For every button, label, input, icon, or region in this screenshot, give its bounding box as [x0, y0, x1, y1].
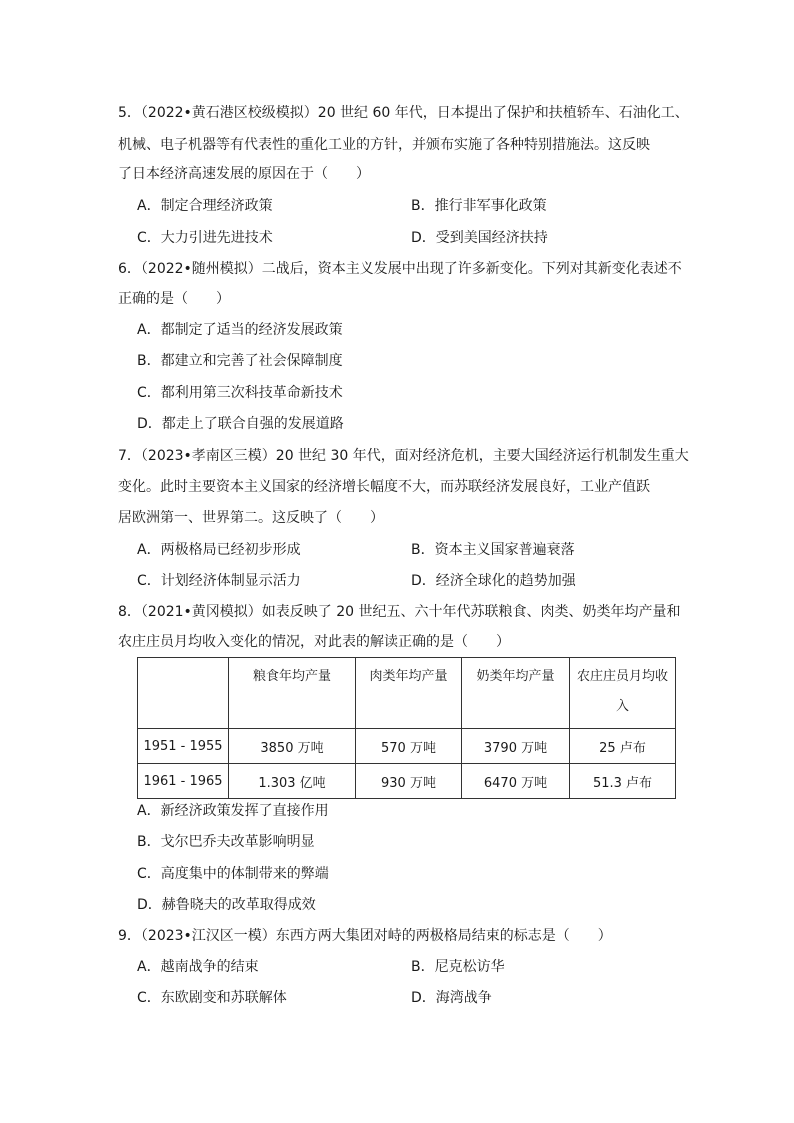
q8-option-c[interactable]: C．高度集中的体制带来的弊端 — [137, 866, 329, 882]
q7-option-a[interactable]: A．两极格局已经初步形成 — [137, 542, 301, 558]
q7-option-c[interactable]: C．计划经济体制显示活力 — [137, 573, 301, 589]
q8-option-a[interactable]: A．新经济政策发挥了直接作用 — [137, 803, 329, 819]
q6-option-a[interactable]: A．都制定了适当的经济发展政策 — [137, 322, 343, 338]
q7-option-b[interactable]: B．资本主义国家普遍衰落 — [411, 542, 575, 558]
q8-stem-line-1: 8．（2021•黄冈模拟）如表反映了 20 世纪五、六十年代苏联粮食、肉类、奶类年均产量和 — [118, 604, 681, 620]
q6-stem-line-1: 6．（2022•随州模拟）二战后，资本主义发展中出现了许多新变化。下列对其新变化表述不 — [118, 261, 682, 277]
q7-option-d[interactable]: D．经济全球化的趋势加强 — [411, 573, 576, 589]
q9-option-a[interactable]: A．越南战争的结束 — [137, 959, 259, 975]
q9-option-d[interactable]: D．海湾战争 — [411, 990, 492, 1006]
q6-option-d[interactable]: D．都走上了联合自强的发展道路 — [137, 416, 344, 432]
table-row — [138, 729, 676, 764]
table-cell: 3790 万吨 — [462, 729, 570, 764]
q8-option-b[interactable]: B．戈尔巴乔夫改革影响明显 — [137, 834, 315, 850]
table-cell: 25 卢布 — [570, 729, 676, 764]
table-cell: 1951 - 1955 — [138, 729, 229, 764]
table-header-cell — [138, 658, 229, 729]
table-cell: 1.303 亿吨 — [229, 764, 356, 799]
table-cell: 570 万吨 — [356, 729, 462, 764]
table-cell: 930 万吨 — [356, 764, 462, 799]
table-header-cell: 肉类年均产量 — [356, 658, 462, 729]
q5-option-d[interactable]: D．受到美国经济扶持 — [411, 230, 548, 246]
q5-option-c[interactable]: C．大力引进先进技术 — [137, 230, 273, 246]
table-header-cell — [570, 658, 676, 729]
q5-option-a[interactable]: A．制定合理经济政策 — [137, 198, 273, 214]
q8-option-d[interactable]: D．赫鲁晓夫的改革取得成效 — [137, 897, 316, 913]
q8-data-table — [137, 657, 676, 799]
table-cell: 1961 - 1965 — [138, 764, 229, 799]
q8-stem-line-2: 农庄庄员月均收入变化的情况，对此表的解读正确的是（ ） — [118, 634, 510, 650]
q5-stem-line-1: 5．（2022•黄石港区校级模拟）20 世纪 60 年代，日本提出了保护和扶植轿车、石油化工、 — [118, 105, 689, 121]
table-header-cell: 粮食年均产量 — [229, 658, 356, 729]
table-row — [138, 764, 676, 799]
q9-option-b[interactable]: B．尼克松访华 — [411, 959, 505, 975]
q5-stem-line-2: 机械、电子机器等有代表性的重化工业的方针，并颁布实施了各种特别措施法。这反映 — [118, 137, 650, 153]
q6-option-c[interactable]: C．都利用第三次科技革命新技术 — [137, 385, 343, 401]
table-header-cell-text: 农庄庄员月均收入 — [576, 669, 668, 714]
q5-option-b[interactable]: B．推行非军事化政策 — [411, 198, 547, 214]
q7-stem-line-1: 7．（2023•孝南区三模）20 世纪 30 年代，面对经济危机，主要大国经济运行机制发生重大 — [118, 448, 689, 464]
table-header-cell: 奶类年均产量 — [462, 658, 570, 729]
table-header-row — [138, 658, 676, 729]
q9-stem-line-1: 9．（2023•江汉区一模）东西方两大集团对峙的两极格局结束的标志是（ ） — [118, 928, 612, 944]
q5-stem-line-3: 了日本经济高速发展的原因在于（ ） — [118, 166, 370, 182]
q6-stem-line-2: 正确的是（ ） — [118, 291, 230, 307]
q7-stem-line-3: 居欧洲第一、世界第二。这反映了（ ） — [118, 510, 384, 526]
q7-stem-line-2: 变化。此时主要资本主义国家的经济增长幅度不大，而苏联经济发展良好，工业产值跃 — [118, 479, 650, 495]
table-cell: 51.3 卢布 — [570, 764, 676, 799]
q6-option-b[interactable]: B．都建立和完善了社会保障制度 — [137, 353, 343, 369]
table-cell: 3850 万吨 — [229, 729, 356, 764]
q9-option-c[interactable]: C．东欧剧变和苏联解体 — [137, 990, 287, 1006]
table-cell: 6470 万吨 — [462, 764, 570, 799]
